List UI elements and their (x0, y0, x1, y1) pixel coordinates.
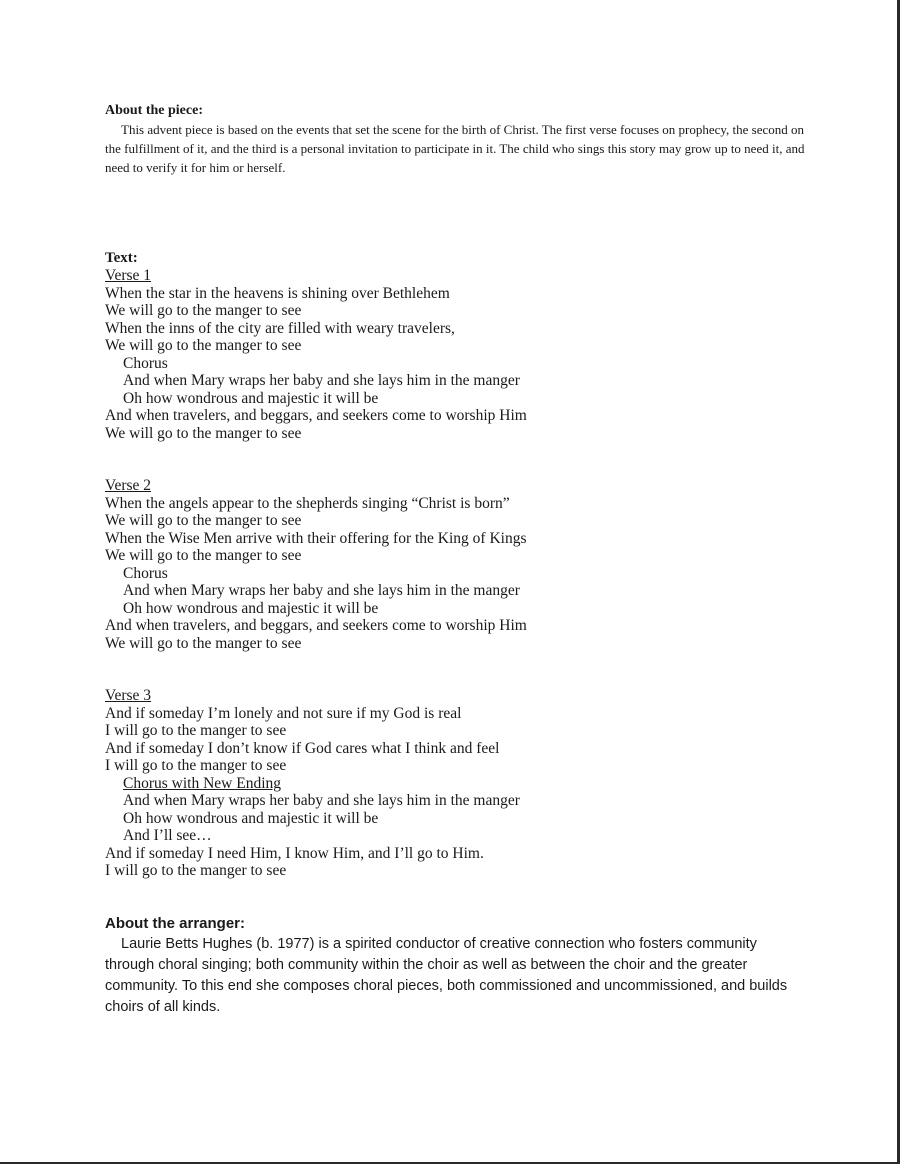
chorus-line: Oh how wondrous and majestic it will be (123, 599, 379, 617)
about-piece-paragraph: This advent piece is based on the events that set the scene for the birth of Christ. The first verse focuses on prophecy, the second on the fulfillment of it, and the third is a personal invitation to participate in it. The child who sings this story may grow up to need it, and need to verify it for him or herself. (105, 122, 805, 175)
lyric-line: And if someday I need Him, I know Him, and I’ll go to Him. (105, 844, 484, 862)
lyric-line: We will go to the manger to see (105, 424, 302, 442)
about-arranger-heading: About the arranger: (105, 914, 246, 932)
chorus-line: Oh how wondrous and majestic it will be (123, 809, 379, 827)
chorus-line: And when Mary wraps her baby and she lays him in the manger (123, 372, 520, 389)
lyric-line: When the Wise Men arrive with their offering for the King of Kings (105, 529, 527, 547)
lyric-line: I will go to the manger to see (105, 722, 287, 739)
lyric-line: We will go to the manger to see (105, 302, 302, 319)
chorus-label: Chorus with New Ending (123, 774, 282, 792)
chorus-line: And when Mary wraps her baby and she lays him in the manger (123, 582, 520, 599)
lyric-line: And if someday I don’t know if God cares what I think and feel (105, 739, 500, 757)
text-heading: Text: (105, 250, 138, 266)
verse-label: Verse 2 (105, 477, 152, 494)
about-piece-section (105, 102, 805, 177)
about-piece-heading: About the piece: (105, 103, 203, 118)
verse-1 (105, 267, 805, 442)
verse-label: Verse 1 (105, 267, 152, 284)
lyric-line: When the inns of the city are filled with weary travelers, (105, 319, 455, 337)
about-arranger-section (105, 914, 805, 1018)
lyric-line: And when travelers, and beggars, and seekers come to worship Him (105, 617, 527, 634)
lyric-line: And when travelers, and beggars, and seekers come to worship Him (105, 407, 527, 424)
lyric-line: And if someday I’m lonely and not sure if my God is real (105, 704, 462, 722)
verse-2 (105, 477, 805, 652)
verse-3 (105, 687, 805, 880)
document-page (105, 102, 805, 1018)
lyric-line: I will go to the manger to see (105, 862, 287, 879)
lyric-line: We will go to the manger to see (105, 512, 302, 529)
lyric-line: We will go to the manger to see (105, 337, 302, 354)
lyric-line: We will go to the manger to see (105, 547, 302, 564)
chorus-label: Chorus (123, 354, 168, 372)
chorus-line: Oh how wondrous and majestic it will be (123, 389, 379, 407)
chorus-line: And when Mary wraps her baby and she lays him in the manger (123, 792, 520, 809)
verse-label: Verse 3 (105, 687, 152, 704)
lyric-line: We will go to the manger to see (105, 634, 302, 652)
lyric-line: I will go to the manger to see (105, 757, 287, 774)
text-section (105, 249, 805, 880)
lyric-line: When the star in the heavens is shining over Bethlehem (105, 284, 450, 302)
about-arranger-paragraph: Laurie Betts Hughes (b. 1977) is a spirited conductor of creative connection who fosters community through choral singing; both community within the choir as well as between the choir and the greater community. To this end she composes choral pieces, both commissioned and uncommissioned, and builds choirs of all kinds. (105, 935, 788, 1015)
lyric-line: When the angels appear to the shepherds singing “Christ is born” (105, 494, 510, 512)
chorus-label: Chorus (123, 564, 168, 582)
chorus-line: And I’ll see… (123, 827, 212, 844)
